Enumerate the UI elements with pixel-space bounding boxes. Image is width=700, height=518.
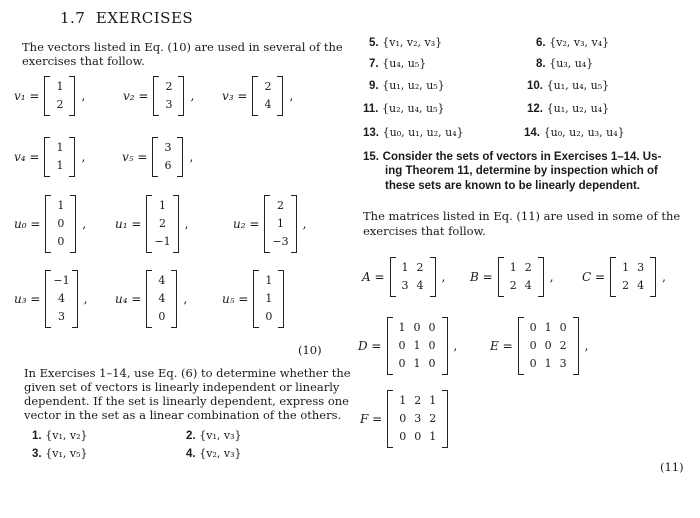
exercise-10 bbox=[527, 78, 609, 93]
matrix-entry: 1 bbox=[429, 430, 437, 443]
exercise-set: {u₁, u₂, u₄} bbox=[546, 102, 610, 115]
vector-entry: −3 bbox=[272, 235, 289, 248]
vector-label: v₂ = bbox=[123, 89, 149, 103]
vector-v4: v₄ = 1 1 , bbox=[14, 137, 91, 177]
exercise-number: 1. bbox=[32, 430, 42, 442]
exercise-set: {u₁, u₂, u₅} bbox=[382, 79, 445, 92]
exercise-set: {v₁, v₂} bbox=[45, 429, 88, 442]
exercise-9 bbox=[369, 78, 445, 93]
matrix-entry: 0 bbox=[529, 321, 537, 334]
exercise-7 bbox=[369, 56, 426, 71]
vector-label: u₃ = bbox=[14, 292, 41, 306]
vector-entry: −1 bbox=[154, 235, 171, 248]
matrix-E: E = 0 1 0 0 0 2 0 1 3 , bbox=[490, 317, 594, 375]
exercise-6 bbox=[536, 35, 609, 50]
vector-entry: 1 bbox=[56, 159, 64, 172]
vector-entry: 3 bbox=[164, 141, 172, 154]
matrix-B: B = 1 2 2 4 , bbox=[470, 257, 560, 297]
exercise-number: 10. bbox=[527, 80, 543, 92]
vector-v2: v₂ = 2 3 , bbox=[123, 76, 200, 116]
vector-label: u₁ = bbox=[115, 217, 142, 231]
exercise-13 bbox=[363, 125, 464, 140]
intro-line-2: exercises that follow. bbox=[22, 54, 145, 68]
exercise-number: 3. bbox=[32, 448, 42, 460]
exercise-15-line-3: these sets are known to be linearly dependent. bbox=[385, 180, 640, 192]
matrix-entry: 1 bbox=[429, 394, 437, 407]
exercise-3 bbox=[32, 446, 88, 461]
matrix-entry: 0 bbox=[398, 339, 406, 352]
exercise-set: {u₀, u₂, u₃, u₄} bbox=[543, 126, 625, 139]
vector-bracket bbox=[146, 270, 177, 328]
vector-label: u₀ = bbox=[14, 217, 41, 231]
vector-v3: v₃ = 2 4 , bbox=[222, 76, 299, 116]
vector-entry: 1 bbox=[57, 199, 65, 212]
matrix-entry: 0 bbox=[428, 357, 436, 370]
matrix-entry: 1 bbox=[622, 261, 630, 274]
matrix-entry: 0 bbox=[428, 321, 436, 334]
matrix-entry: 1 bbox=[399, 394, 407, 407]
vector-bracket bbox=[146, 195, 178, 253]
vector-entry: −1 bbox=[53, 274, 70, 287]
matrix-entry: 4 bbox=[637, 279, 645, 292]
matrix-C: C = 1 3 2 4 , bbox=[582, 257, 672, 297]
exercise-set: {u₃, u₄} bbox=[549, 57, 594, 70]
vector-bracket bbox=[253, 270, 284, 328]
matrix-label: D = bbox=[358, 339, 382, 353]
vector-bracket bbox=[153, 76, 184, 116]
exercise-12 bbox=[527, 101, 609, 116]
exercise-5 bbox=[369, 35, 442, 50]
equation-number-11: (11) bbox=[660, 460, 684, 474]
vector-entry: 1 bbox=[265, 274, 273, 287]
instructions-line-4: vector in the set as a linear combination of the others. bbox=[24, 408, 342, 422]
vector-label: u₂ = bbox=[233, 217, 260, 231]
matrix-entry: 2 bbox=[414, 394, 422, 407]
matrix-entry: 0 bbox=[559, 321, 567, 334]
matrix-entry: 3 bbox=[414, 412, 422, 425]
vector-u0: u₀ = 1 0 0 , bbox=[14, 195, 92, 253]
exercise-number: 2. bbox=[186, 430, 196, 442]
vector-entry: 4 bbox=[264, 98, 272, 111]
section-heading bbox=[60, 9, 193, 27]
exercise-set: {v₂, v₃, v₄} bbox=[549, 36, 610, 49]
matrix-bracket bbox=[610, 257, 656, 297]
matrix-entry: 2 bbox=[622, 279, 630, 292]
matrix-entry: 0 bbox=[398, 357, 406, 370]
matrix-entry: 0 bbox=[544, 339, 552, 352]
matrix-label: F = bbox=[360, 412, 383, 426]
exercise-set: {v₁, v₃} bbox=[199, 429, 242, 442]
matrix-entry: 3 bbox=[401, 279, 409, 292]
intro-line-1: The vectors listed in Eq. (10) are used in several of the bbox=[22, 40, 343, 54]
matrix-bracket bbox=[387, 317, 448, 375]
exercise-1 bbox=[32, 428, 88, 443]
matrices-intro-line-1: The matrices listed in Eq. (11) are used in some of the bbox=[363, 209, 681, 223]
vector-label: v₃ = bbox=[222, 89, 248, 103]
vector-bracket bbox=[152, 137, 183, 177]
matrix-entry: 0 bbox=[529, 357, 537, 370]
exercise-number: 6. bbox=[536, 37, 546, 49]
vector-bracket bbox=[45, 195, 76, 253]
exercise-set: {u₄, u₅} bbox=[382, 57, 427, 70]
exercise-number: 4. bbox=[186, 448, 196, 460]
matrix-entry: 1 bbox=[544, 357, 552, 370]
exercise-number: 5. bbox=[369, 37, 379, 49]
exercise-14 bbox=[524, 125, 625, 140]
matrix-entry: 2 bbox=[509, 279, 517, 292]
matrix-label: A = bbox=[362, 270, 385, 284]
vector-label: v₄ = bbox=[14, 150, 40, 164]
matrix-entry: 1 bbox=[398, 321, 406, 334]
vector-entry: 1 bbox=[277, 217, 285, 230]
vector-entry: 2 bbox=[277, 199, 285, 212]
matrix-entry: 1 bbox=[401, 261, 409, 274]
vector-bracket bbox=[44, 76, 75, 116]
section-title: EXERCISES bbox=[95, 9, 194, 27]
exercise-set: {u₁, u₄, u₅} bbox=[546, 79, 610, 92]
vector-bracket bbox=[264, 195, 296, 253]
matrix-entry: 2 bbox=[524, 261, 532, 274]
matrix-entry: 0 bbox=[399, 430, 407, 443]
vector-u3: u₃ = −1 4 3 , bbox=[14, 270, 93, 328]
vector-entry: 2 bbox=[264, 80, 272, 93]
vector-entry: 4 bbox=[158, 274, 166, 287]
vector-bracket bbox=[252, 76, 283, 116]
section-number: 1.7 bbox=[60, 9, 86, 27]
exercise-number: 15. bbox=[363, 151, 379, 163]
vector-u4: u₄ = 4 4 0 , bbox=[115, 270, 193, 328]
instructions-line-1: In Exercises 1–14, use Eq. (6) to determine whether the bbox=[24, 366, 351, 380]
vector-entry: 6 bbox=[164, 159, 172, 172]
exercise-number: 13. bbox=[363, 127, 379, 139]
matrix-label: C = bbox=[582, 270, 606, 284]
vector-v1: v₁ = 1 2 , bbox=[14, 76, 91, 116]
vector-label: v₁ = bbox=[14, 89, 40, 103]
matrix-bracket bbox=[518, 317, 579, 375]
vector-entry: 0 bbox=[158, 310, 166, 323]
exercise-8 bbox=[536, 56, 593, 71]
exercise-15 bbox=[363, 149, 661, 164]
matrix-D: D = 1 0 0 0 1 0 0 1 0 , bbox=[358, 317, 463, 375]
vector-v5: v₅ = 3 6 , bbox=[122, 137, 199, 177]
matrix-entry: 2 bbox=[416, 261, 424, 274]
matrix-A: A = 1 2 3 4 , bbox=[362, 257, 451, 297]
exercise-set: {u₂, u₄, u₅} bbox=[382, 102, 445, 115]
matrix-entry: 0 bbox=[529, 339, 537, 352]
exercise-set: {v₂, v₃} bbox=[199, 447, 242, 460]
exercise-15-line-2: ing Theorem 11, determine by inspection which of bbox=[385, 165, 658, 177]
matrix-entry: 3 bbox=[559, 357, 567, 370]
vector-label: u₄ = bbox=[115, 292, 142, 306]
exercise-number: 14. bbox=[524, 127, 540, 139]
matrix-bracket bbox=[387, 390, 448, 448]
exercise-15-line-1: Consider the sets of vectors in Exercises 1–14. Us- bbox=[382, 151, 662, 163]
matrix-entry: 1 bbox=[413, 357, 421, 370]
vector-entry: 0 bbox=[57, 217, 65, 230]
matrix-entry: 0 bbox=[399, 412, 407, 425]
vector-entry: 4 bbox=[158, 292, 166, 305]
matrix-bracket bbox=[390, 257, 436, 297]
matrix-label: B = bbox=[470, 270, 493, 284]
exercise-number: 12. bbox=[527, 103, 543, 115]
matrix-entry: 0 bbox=[413, 321, 421, 334]
exercise-set: {v₁, v₂, v₃} bbox=[382, 36, 443, 49]
vector-entry: 0 bbox=[57, 235, 65, 248]
vector-entry: 2 bbox=[56, 98, 64, 111]
matrices-intro-line-2: exercises that follow. bbox=[363, 224, 486, 238]
instructions-line-2: given set of vectors is linearly independent or linearly bbox=[24, 380, 340, 394]
vector-entry: 2 bbox=[165, 80, 173, 93]
equation-number-10: (10) bbox=[298, 343, 322, 357]
matrix-entry: 1 bbox=[544, 321, 552, 334]
vector-label: u₅ = bbox=[222, 292, 249, 306]
vector-u5 bbox=[222, 270, 284, 328]
matrix-bracket bbox=[498, 257, 544, 297]
matrix-entry: 3 bbox=[637, 261, 645, 274]
exercise-number: 8. bbox=[536, 58, 546, 70]
vector-entry: 0 bbox=[265, 310, 273, 323]
matrix-entry: 2 bbox=[429, 412, 437, 425]
vector-entry: 3 bbox=[58, 310, 66, 323]
matrix-entry: 1 bbox=[509, 261, 517, 274]
matrix-entry: 0 bbox=[414, 430, 422, 443]
matrix-entry: 2 bbox=[559, 339, 567, 352]
matrix-label: E = bbox=[490, 339, 513, 353]
matrix-entry: 4 bbox=[416, 279, 424, 292]
vector-bracket bbox=[44, 137, 75, 177]
instructions-line-3: dependent. If the set is linearly dependent, express one bbox=[24, 394, 349, 408]
exercise-number: 11. bbox=[363, 103, 379, 115]
vector-entry: 1 bbox=[56, 141, 64, 154]
vector-bracket bbox=[45, 270, 77, 328]
vector-entry: 1 bbox=[159, 199, 167, 212]
vector-entry: 1 bbox=[56, 80, 64, 93]
exercise-4 bbox=[186, 446, 242, 461]
vector-u2: u₂ = 2 1 −3 , bbox=[233, 195, 312, 253]
vector-entry: 3 bbox=[165, 98, 173, 111]
exercise-11 bbox=[363, 101, 444, 116]
vector-label: v₅ = bbox=[122, 150, 148, 164]
vector-u1: u₁ = 1 2 −1 , bbox=[115, 195, 194, 253]
exercise-number: 9. bbox=[369, 80, 379, 92]
matrix-entry: 4 bbox=[524, 279, 532, 292]
matrix-F bbox=[360, 390, 448, 448]
exercise-2 bbox=[186, 428, 242, 443]
vector-entry: 4 bbox=[58, 292, 66, 305]
exercise-set: {v₁, v₅} bbox=[45, 447, 88, 460]
matrix-entry: 0 bbox=[428, 339, 436, 352]
vector-entry: 1 bbox=[265, 292, 273, 305]
exercise-set: {u₀, u₁, u₂, u₄} bbox=[382, 126, 464, 139]
exercise-number: 7. bbox=[369, 58, 379, 70]
matrix-entry: 1 bbox=[413, 339, 421, 352]
vector-entry: 2 bbox=[159, 217, 167, 230]
